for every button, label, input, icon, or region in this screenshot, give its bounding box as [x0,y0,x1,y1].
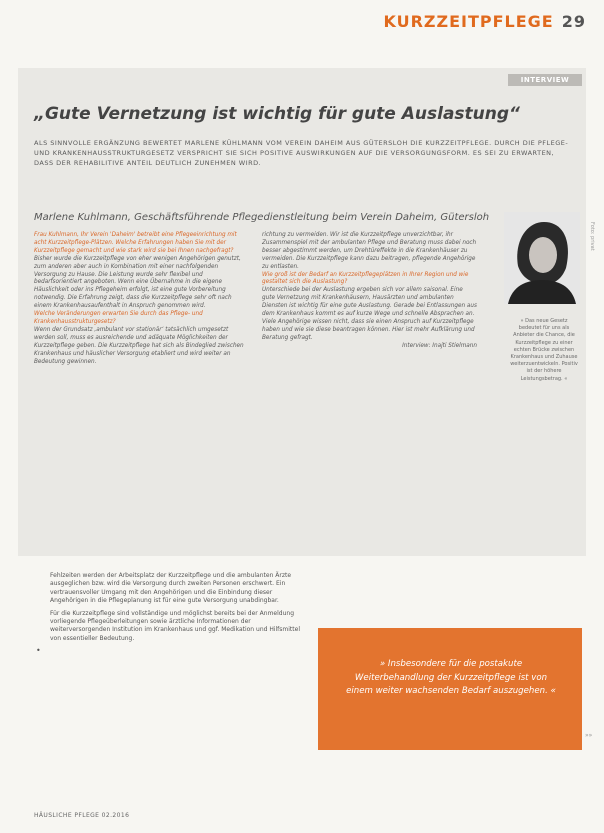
question-1: Frau Kuhlmann, Ihr Verein 'Daheim' betreibt eine Pflegeeinrichtung mit acht Kurzzeitpflege-Plätzen. Welche Erfahrungen haben Sie mit der Kurzzeitpflege gemacht und wie stark wird sie bei Ihnen nachgefragt? [34,232,237,254]
body-paragraph-1: Fehlzeiten werden der Arbeitsplatz der Kurzzeitpflege und die ambulanten Ärzte ausgeglichen bzw. wird die Versorgung durch zweiten Personen erschwert. Ein vertrauensvoller Umgang mit den Angehörigen und die Einbindung dieser Angehörigen in die Pflegeplanung ist für eine gute Versorgung unabdingbar. [50,572,292,605]
section-kicker: KURZZEITPFLEGE 29 [383,12,586,31]
article-title: „Gute Vernetzung ist wichtig für gute Auslastung“ [34,104,520,124]
article-byline: Marlene Kuhlmann, Geschäftsführende Pflegedienstleitung beim Verein Daheim, Gütersloh [34,212,490,223]
question-3: Wie groß ist der Bedarf an Kurzzeitpflegeplätzen in Ihrer Region und wie gestaltet sich die Auslastung? [262,271,469,286]
portrait-photo [504,212,580,304]
callout-text: » Insbesondere für die postakute Weiterbehandlung der Kurzzeitpflege ist von einem weiter wachsenden Bedarf auszugehen. « [346,659,556,696]
photo-caption: » Das neue Gesetz bedeutet für uns als Anbieter die Chance, die Kurzzeitpflege zu einer echten Brücke zwischen Krankenhaus und Zuhause weiterzuentwickeln. Positiv ist der höhere Leistungsbetrag. « [510,318,578,382]
question-2: Welche Veränderungen erwarten Sie durch das Pflege- und Krankenhausstrukturgesetz? [34,311,203,325]
photo-credit: Foto: privat [589,222,595,251]
answer-2-continued: richtung zu vermeiden. Wir ist die Kurzzeitpflege unverzichtbar, ihr Zusammenspiel mit der ambulanten Pflege und Beratung muss dabei noch besser abgestimmt werden, um Drehtüreffekte in die Krankenhäuser zu vermeiden. Die Kurzzeitpflege kann dazu beitragen, pflegende Angehörige zu entlasten. [262,232,477,270]
page-number: 29 [561,12,586,31]
article-lead: ALS SINNVOLLE ERGÄNZUNG BEWERTET MARLENE KÜHLMANN VOM VEREIN DAHEIM AUS GÜTERSLOH DIE KURZZEITPFLEGE. DURCH DIE PFLEGE- UND KRANKENHAUSSTRUKTURGESETZ VERSPRICHT SIE SICH POSITIVE AUSWIRKUNGEN AUF DIE VERSORGUNGSFORM. ES SEI ZU ERWARTEN, DASS DER REHABILITIVE ANTEIL DEUTLICH ZUNEHMEN WIRD. [34,139,569,167]
page-footer: HÄUSLICHE PFLEGE 02.2016 [34,812,130,819]
quote-callout [318,628,582,750]
interview-column-left [34,232,249,366]
answer-1: Bisher wurde die Kurzzeitpflege von eher wenigen Angehörigen genutzt, zum anderen aber auch in Kombination mit einer nachfolgenden Versorgung zu Hause. Die Leistung wurde sehr flexibel und bedarfsorientiert angeboten. Wenn eine Übernahme in die eigene Häuslichkeit oder ins Pflegeheim erfolgt, ist eine gute Vorbereitung notwendig. Die Erfahrung zeigt, dass die Kurzzeitpflege sehr oft nach einem Krankenhausaufenthalt in Anspruch genommen wird. [34,255,241,310]
interview-tag: INTERVIEW [508,74,582,86]
interview-signature: Interview: Inajti Stielmann [402,342,477,349]
article-body [50,572,310,643]
interview-column-right [262,232,477,351]
answer-2: Wenn der Grundsatz ‚ambulant vor stationär‘ tatsächlich umgesetzt werden soll, muss es ausreichende und adäquate Möglichkeiten der Kurzzeitpflege geben. Die Kurzzeitpflege hat sich als Bindeglied zwischen Krankenhaus und häuslicher Versorgung etabliert und wird weiter an Bedeutung gewinnen. [34,326,244,365]
body-paragraph-2: Für die Kurzzeitpflege sind vollständige und möglichst bereits bei der Anmeldung vorliegende Pflegeüberleitungen sowie ärztliche Informationen der weiterversorgenden Institution im Krankenhaus und ggf. Medikation und Hilfsmittel von essentieller Bedeutung. [50,609,300,642]
continuation-mark: »» [585,732,593,739]
answer-3: Unterschiede bei der Auslastung ergeben sich vor allem saisonal. Eine gute Vernetzung mit Krankenhäusern, Hausärzten und ambulanten Diensten ist wichtig für eine gute Auslastung. Gerade bei Entlassungen aus dem Krankenhaus kommt es auf kurze Wege und schnelle Absprachen an. Viele Angehörige wissen nicht, dass sie einen Anspruch auf Kurzzeitpflege haben und wie sie diese beantragen können. Hier ist mehr Aufklärung und Beratung gefragt. [262,287,477,341]
bullet-marker: • [36,646,41,655]
portrait-illustration [504,212,580,304]
